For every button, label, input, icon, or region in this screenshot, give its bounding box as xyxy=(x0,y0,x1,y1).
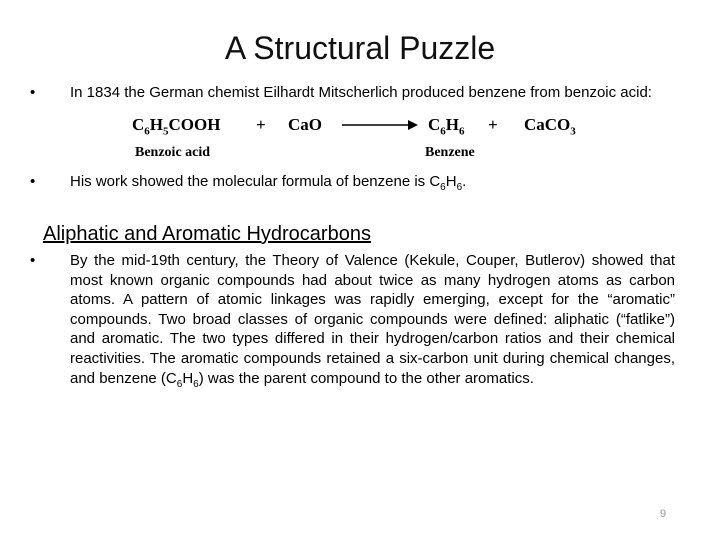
formula-part: H xyxy=(149,115,164,134)
slide-title: A Structural Puzzle xyxy=(224,30,496,66)
text-span: ) was the parent compound to the other aromatics. xyxy=(198,369,534,387)
text-span: H xyxy=(445,173,457,190)
label-benzene: Benzene xyxy=(425,145,475,160)
plus-sign-2: + xyxy=(488,115,498,134)
subscript: 6 xyxy=(440,125,446,138)
text-span: His work showed the molecular formula of benzene is C xyxy=(70,173,441,190)
page-number: 9 xyxy=(660,508,667,520)
subscript: 3 xyxy=(570,125,576,138)
text-span: By the mid-19th century, the Theory of Valence (Kekule, Couper, Butlerov) showed that most known organic compounds had about twice as many hydrogen atoms as carbon atoms. A pattern of atomic linkages was rapidly emerging, except for the “aromatic” compounds. Two broad classes of organic compounds were defined: aliphatic (“fatlike”) and aromatic. The two types differed in their hydrogen/carbon ratios and their chemical reactivities. The aromatic compounds retained a six-carbon unit during chemical changes, and benzene (C xyxy=(70,252,675,387)
text-span: . xyxy=(462,173,467,190)
reaction-arrow-icon xyxy=(342,117,418,133)
formula-part: CaCO xyxy=(524,115,571,134)
subscript: 6 xyxy=(459,125,465,138)
formula-part: H xyxy=(445,115,460,134)
bullet-marker: • xyxy=(30,84,36,101)
subscript: 6 xyxy=(193,378,199,390)
reaction-equation xyxy=(128,114,608,166)
subscript: 6 xyxy=(176,378,183,390)
bullet-text-1: In 1834 the German chemist Eilhardt Mitscherlich produced benzene from benzoic acid: xyxy=(70,84,652,101)
product-benzene: $C_6H_6$ xyxy=(428,115,465,138)
product-caco3 xyxy=(524,114,576,142)
reactant-benzoic-acid: $C_6H_5COOH$ xyxy=(132,115,221,138)
subscript: 6 xyxy=(456,182,463,193)
subscript: 6 xyxy=(144,125,150,138)
reactant-cao: CaO xyxy=(288,115,322,134)
bullet-marker: • xyxy=(30,173,36,190)
section-heading: Aliphatic and Aromatic Hydrocarbons xyxy=(43,223,371,245)
subscript: 6 xyxy=(440,182,446,193)
label-benzoic-acid: Benzoic acid xyxy=(135,145,211,160)
plus-sign-1: + xyxy=(256,115,266,134)
formula-part: COOH xyxy=(168,115,221,134)
bullet-text-2 xyxy=(70,172,680,198)
bullet-marker: • xyxy=(30,252,36,269)
subscript: 5 xyxy=(163,125,169,138)
bullet-text-3 xyxy=(70,251,675,394)
text-span: H xyxy=(182,369,194,387)
